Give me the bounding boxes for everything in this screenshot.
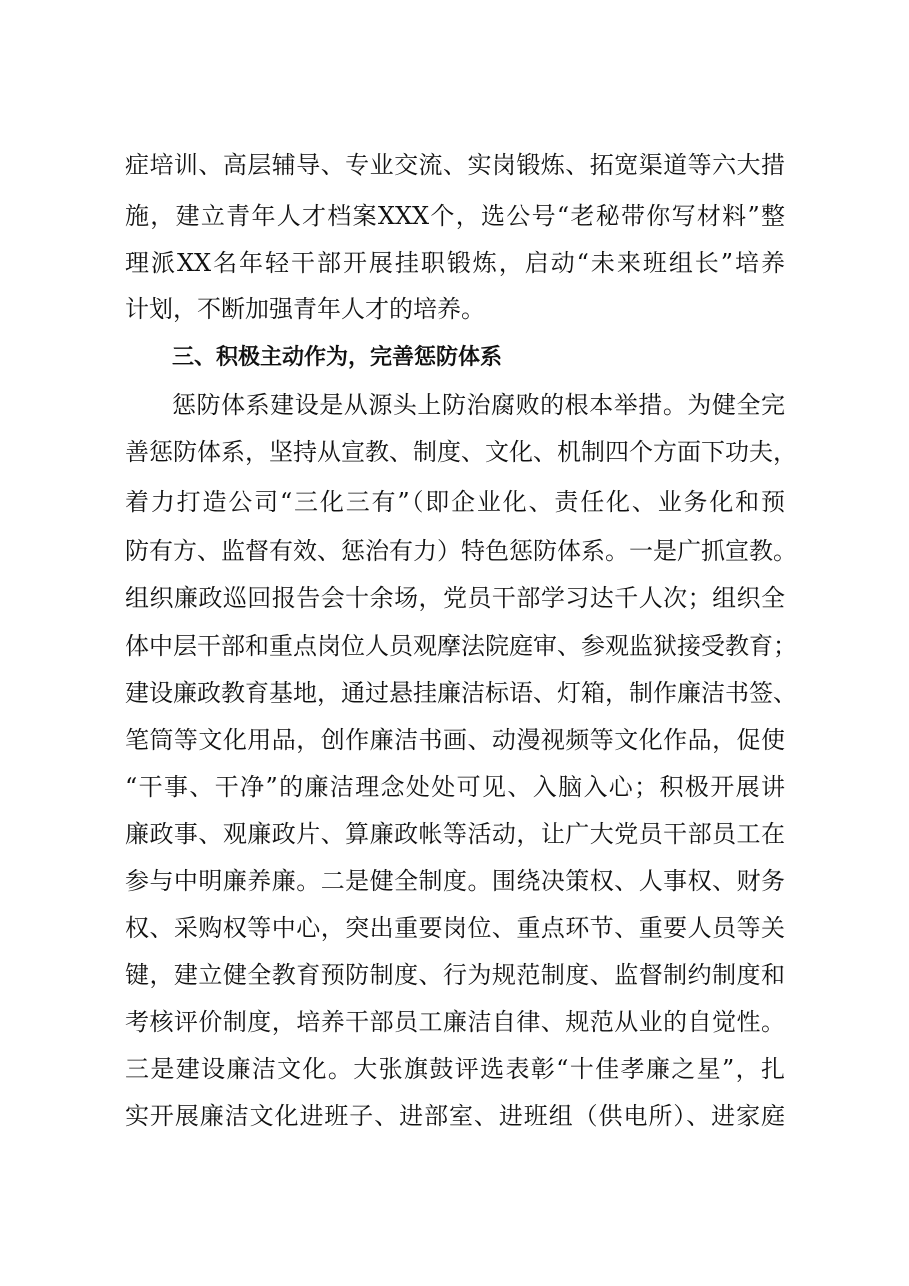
paragraph2-line-8: 笔筒等文化用品，创作廉洁书画、动漫视频等文化作品，促使 — [125, 726, 785, 754]
paragraph1-line-2: 施，建立青年人才档案XXX个，选公号“老秘带你写材料”整 — [125, 202, 785, 230]
paragraph2-line-3: 着力打造公司“三化三有”（即企业化、责任化、业务化和预 — [125, 488, 785, 516]
paragraph2-line-14: 考核评价制度，培养干部员工廉洁自律、规范从业的自觉性。 — [125, 1008, 785, 1036]
paragraph2-line-7: 建设廉政教育基地，通过悬挂廉洁标语、灯箱，制作廉洁书签、 — [125, 679, 797, 707]
paragraph1-line-1: 症培训、高层辅导、专业交流、实岗锻炼、拓宽渠道等六大措 — [125, 151, 785, 179]
paragraph2-line-4: 防有方、监督有效、惩治有力）特色惩防体系。一是广抓宣教。 — [125, 537, 797, 565]
section-heading: 三、积极主动作为，完善惩防体系 — [172, 345, 503, 370]
paragraph2-line-5: 组织廉政巡回报告会十余场，党员干部学习达千人次；组织全 — [125, 584, 785, 612]
paragraph2-line-2: 善惩防体系，坚持从宣教、制度、文化、机制四个方面下功夫， — [125, 438, 797, 466]
paragraph2-line-6: 体中层干部和重点岗位人员观摩法院庭审、参观监狱接受教育； — [125, 632, 797, 660]
paragraph2-line-16: 实开展廉洁文化进班子、进部室、进班组（供电所）、进家庭 — [125, 1102, 785, 1130]
paragraph2-line-15: 三是建设廉洁文化。大张旗鼓评选表彰“十佳孝廉之星”，扎 — [125, 1055, 785, 1083]
paragraph2-line-12: 权、采购权等中心，突出重要岗位、重点环节、重要人员等关 — [125, 914, 785, 942]
paragraph1-line-3: 理派XX名年轻干部开展挂职锻炼，启动“未来班组长”培养 — [125, 249, 785, 277]
paragraph2-line-9: “干事、干净”的廉洁理念处处可见、入脑入心；积极开展讲 — [125, 773, 785, 801]
paragraph2-line-10: 廉政事、观廉政片、算廉政帐等活动，让广大党员干部员工在 — [125, 820, 785, 848]
paragraph2-line-1: 惩防体系建设是从源头上防治腐败的根本举措。为健全完 — [172, 391, 785, 419]
paragraph2-line-13: 键，建立健全教育预防制度、行为规范制度、监督制约制度和 — [125, 961, 785, 989]
paragraph2-line-11: 参与中明廉养廉。二是健全制度。围绕决策权、人事权、财务 — [125, 867, 785, 895]
paragraph1-line-4: 计划，不断加强青年人才的培养。 — [125, 295, 485, 323]
